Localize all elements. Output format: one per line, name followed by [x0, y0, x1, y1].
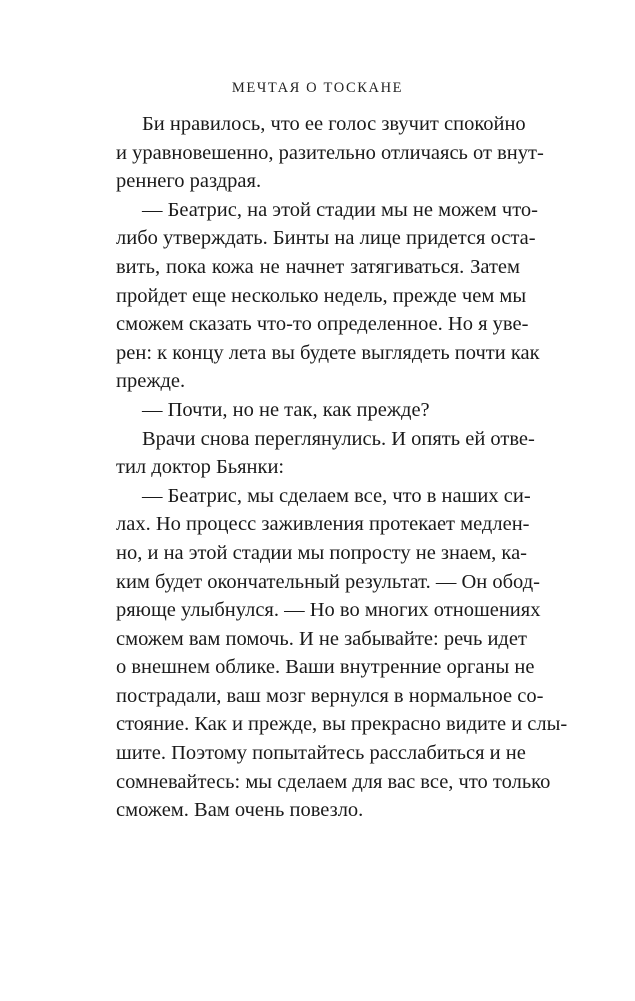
- text-line: сомневайтесь: мы сделаем для вас все, что только: [116, 770, 551, 793]
- text-line: сможем вам помочь. И не забывайте: речь идет: [116, 627, 527, 650]
- text-line: но, и на этой стадии мы попросту не знаем, ка-: [116, 541, 527, 564]
- text-line: — Почти, но не так, как прежде?: [142, 398, 430, 421]
- text-line: — Беатрис, на этой стадии мы не можем что-: [142, 198, 538, 221]
- text-line: ряюще улыбнулся. — Но во многих отношениях: [116, 599, 541, 622]
- running-head: МЕЧТАЯ О ТОСКАНЕ: [231, 80, 404, 96]
- text-line: сможем. Вам очень повезло.: [116, 799, 364, 822]
- text-line: Врачи снова переглянулись. И опять ей отве-: [142, 427, 535, 450]
- text-line: пройдет еще несколько недель, прежде чем мы: [116, 284, 527, 307]
- text-line: тил доктор Бьянки:: [116, 456, 285, 479]
- text-line: шите. Поэтому попытайтесь расслабиться и не: [116, 742, 526, 765]
- text-line: и уравновешенно, разительно отличаясь от внут-: [116, 141, 544, 164]
- text-line: прежде.: [116, 370, 186, 393]
- text-line: — Беатрис, мы сделаем все, что в наших си-: [142, 484, 531, 507]
- text-line: либо утверждать. Бинты на лице придется оста-: [116, 227, 536, 250]
- text-line: Би нравилось, что ее голос звучит спокойно: [142, 113, 526, 135]
- text-line: реннего раздрая.: [116, 170, 262, 193]
- text-line: ким будет окончательный результат. — Он обод-: [116, 570, 540, 593]
- text-line: сможем сказать что-то определенное. Но я уве-: [116, 313, 529, 336]
- text-line: о внешнем облике. Ваши внутренние органы не: [116, 656, 535, 679]
- text-line: вить, пока кожа не начнет затягиваться. Затем: [116, 255, 520, 278]
- text-line: стояние. Как и прежде, вы прекрасно видите и слы-: [116, 713, 568, 736]
- text-line: пострадали, ваш мозг вернулся в нормальное со-: [116, 684, 544, 707]
- body-text: [116, 110, 568, 825]
- text-line: рен: к концу лета вы будете выглядеть почти как: [116, 341, 540, 364]
- text-line: лах. Но процесс заживления протекает медлен-: [116, 513, 530, 536]
